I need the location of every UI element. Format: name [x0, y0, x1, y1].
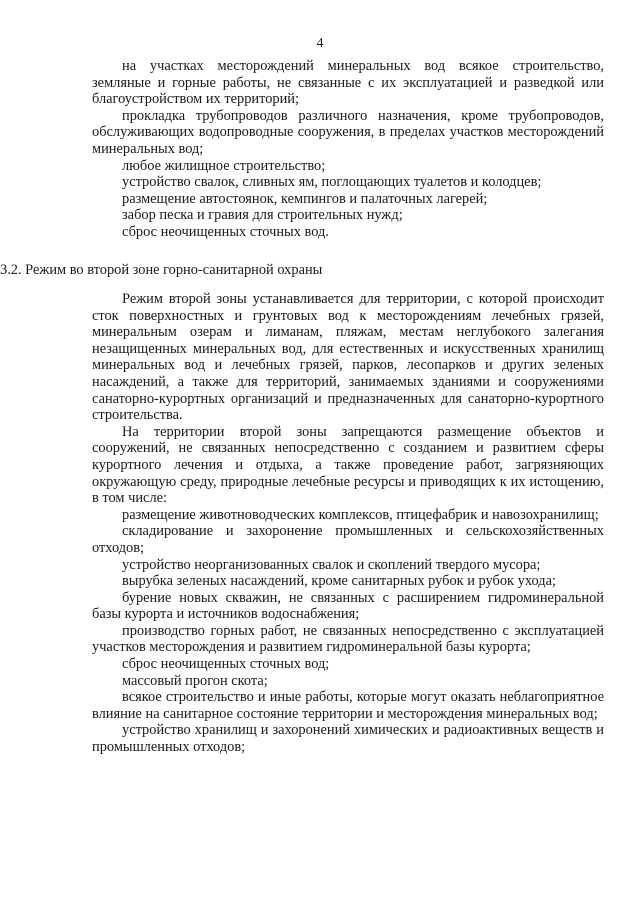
paragraph: На территории второй зоны запрещаются размещение объектов и сооружений, не связанных непосредственно с созданием и развитием сферы курортного лечения и отдыха, а также проведение работ, загрязняющих окружающую среду, природные лечебные ресурсы и приводящих к их истощению, в том числе: [92, 423, 604, 507]
list-item: складирование и захоронение промышленных и сельскохозяйственных отходов; [92, 523, 604, 556]
list-item: всякое строительство и иные работы, которые могут оказать неблагоприятное влияние на санитарное состояние территории и месторождения минеральных вод; [92, 689, 604, 722]
list-item: устройство хранилищ и захоронений химических и радиоактивных веществ и промышленных отходов; [92, 722, 604, 756]
list-item: устройство неорганизованных свалок и скоплений твердого мусора; [122, 556, 541, 573]
list-item: производство горных работ, не связанных непосредственно с эксплуатацией участков месторождения и развитием гидроминеральной базы курорта; [92, 622, 604, 656]
list-item: бурение новых скважин, не связанных с расширением гидроминеральной базы курорта и источников водоснабжения; [92, 589, 604, 623]
list-item: устройство свалок, сливных ям, поглощающих туалетов и колодцев; [122, 174, 542, 191]
list-item: размещение животноводческих комплексов, птицефабрик и навозохранилищ; [122, 506, 599, 523]
section1-list [92, 58, 604, 241]
list-item: сброс неочищенных сточных вод; [122, 656, 330, 673]
list-item: массовый прогон скота; [122, 672, 268, 689]
list-item: на участках месторождений минеральных вод всякое строительство, земляные и горные работы, не связанные с их эксплуатацией и разведкой или благоустройством их территорий; [92, 58, 604, 108]
page-number: 4 [316, 36, 324, 51]
list-item: забор песка и гравия для строительных нужд; [122, 207, 403, 224]
paragraph: Режим второй зоны устанавливается для территории, с которой происходит сток поверхностных и грунтовых вод к месторождениям лечебных грязей, минеральным озерам и лиманам, пляжам, местам неглубокого залегания незащищенных минеральных вод, для естественных и искусственных хранилищ минеральных вод и лечебных грязей, парков, лесопарков и других зеленых насаждений, а также для территорий, занимаемых зданиями и сооружениями санаторно-курортных организаций и предназначенных для санаторно-курортного строительства. [92, 291, 604, 424]
list-item: сброс неочищенных сточных вод. [122, 223, 329, 240]
list-item: любое жилищное строительство; [122, 157, 326, 174]
section-heading: 3.2. Режим во второй зоне горно-санитарной охраны [0, 262, 323, 278]
list-item: прокладка трубопроводов различного назначения, кроме трубопроводов, обслуживающих водопроводные сооружения, в пределах участков месторождений минеральных вод; [92, 107, 604, 157]
list-item: размещение автостоянок, кемпингов и палаточных лагерей; [122, 190, 488, 207]
list-item: вырубка зеленых насаждений, кроме санитарных рубок и рубок ухода; [122, 573, 556, 590]
section2-body [92, 291, 604, 756]
